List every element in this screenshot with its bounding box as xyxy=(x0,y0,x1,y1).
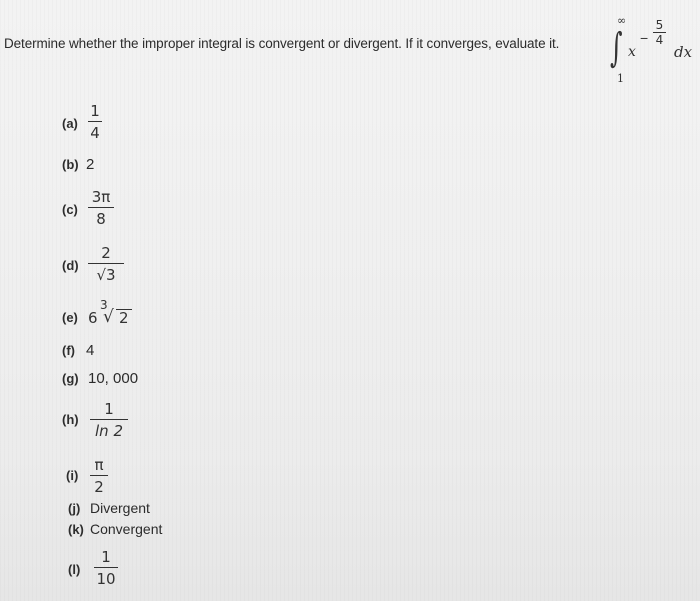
integral-upper-limit: ∞ xyxy=(617,14,627,27)
option-e-radicand: 2 xyxy=(116,309,132,327)
option-i[interactable] xyxy=(62,454,122,500)
option-b[interactable] xyxy=(62,156,122,176)
option-f-label: (f) xyxy=(62,343,75,358)
option-a[interactable] xyxy=(62,100,122,146)
option-l-label: (l) xyxy=(68,562,81,577)
option-f-value: 4 xyxy=(86,342,95,359)
option-f[interactable] xyxy=(62,342,122,362)
option-a-value: 1 4 xyxy=(88,102,102,142)
option-c-value: 3π 8 xyxy=(88,188,114,228)
integral-sign-icon: ∫ xyxy=(610,25,623,71)
option-g-value: 10, 000 xyxy=(88,370,139,387)
option-i-value: π 2 xyxy=(90,456,108,496)
option-e[interactable] xyxy=(62,298,152,332)
option-h-label: (h) xyxy=(62,412,79,427)
option-j-value: Divergent xyxy=(90,500,150,516)
option-b-label: (b) xyxy=(62,157,79,172)
option-k-label: (k) xyxy=(68,522,84,537)
option-d-value: 2 √3 xyxy=(88,244,124,284)
option-e-label: (e) xyxy=(62,310,78,325)
option-e-value xyxy=(86,298,148,332)
option-e-coef: 6 xyxy=(88,309,98,327)
question-prompt: Determine whether the improper integral is convergent or divergent. If it converges, evaluate it. xyxy=(4,36,560,51)
option-c[interactable] xyxy=(62,186,142,232)
option-k-value: Convergent xyxy=(90,521,163,537)
integral-differential: dx xyxy=(674,43,693,61)
integral-lower-limit: 1 xyxy=(617,72,624,85)
option-i-label: (i) xyxy=(66,468,79,483)
option-d[interactable] xyxy=(62,242,142,288)
exponent-fraction xyxy=(653,18,666,47)
exponent-numerator: 5 xyxy=(655,18,664,32)
option-a-label: (a) xyxy=(62,116,78,131)
option-j[interactable] xyxy=(62,500,182,518)
option-d-label: (d) xyxy=(62,258,79,273)
option-g[interactable] xyxy=(62,370,172,390)
option-j-label: (j) xyxy=(68,501,81,516)
option-l-value: 1 10 xyxy=(94,548,118,588)
option-e-radical: √ xyxy=(103,307,114,327)
exponent-sign: − xyxy=(640,30,649,46)
integral-variable: x xyxy=(628,44,636,60)
option-h[interactable] xyxy=(62,398,142,444)
option-h-value: 1 ln 2 xyxy=(90,400,128,440)
option-c-label: (c) xyxy=(62,202,78,217)
option-b-value: 2 xyxy=(86,156,95,173)
option-l[interactable] xyxy=(62,546,142,592)
integral-expression xyxy=(608,14,698,94)
option-e-index: 3 xyxy=(100,298,108,312)
exponent-denominator: 4 xyxy=(655,33,664,47)
option-g-label: (g) xyxy=(62,371,79,386)
option-k[interactable] xyxy=(62,521,192,539)
